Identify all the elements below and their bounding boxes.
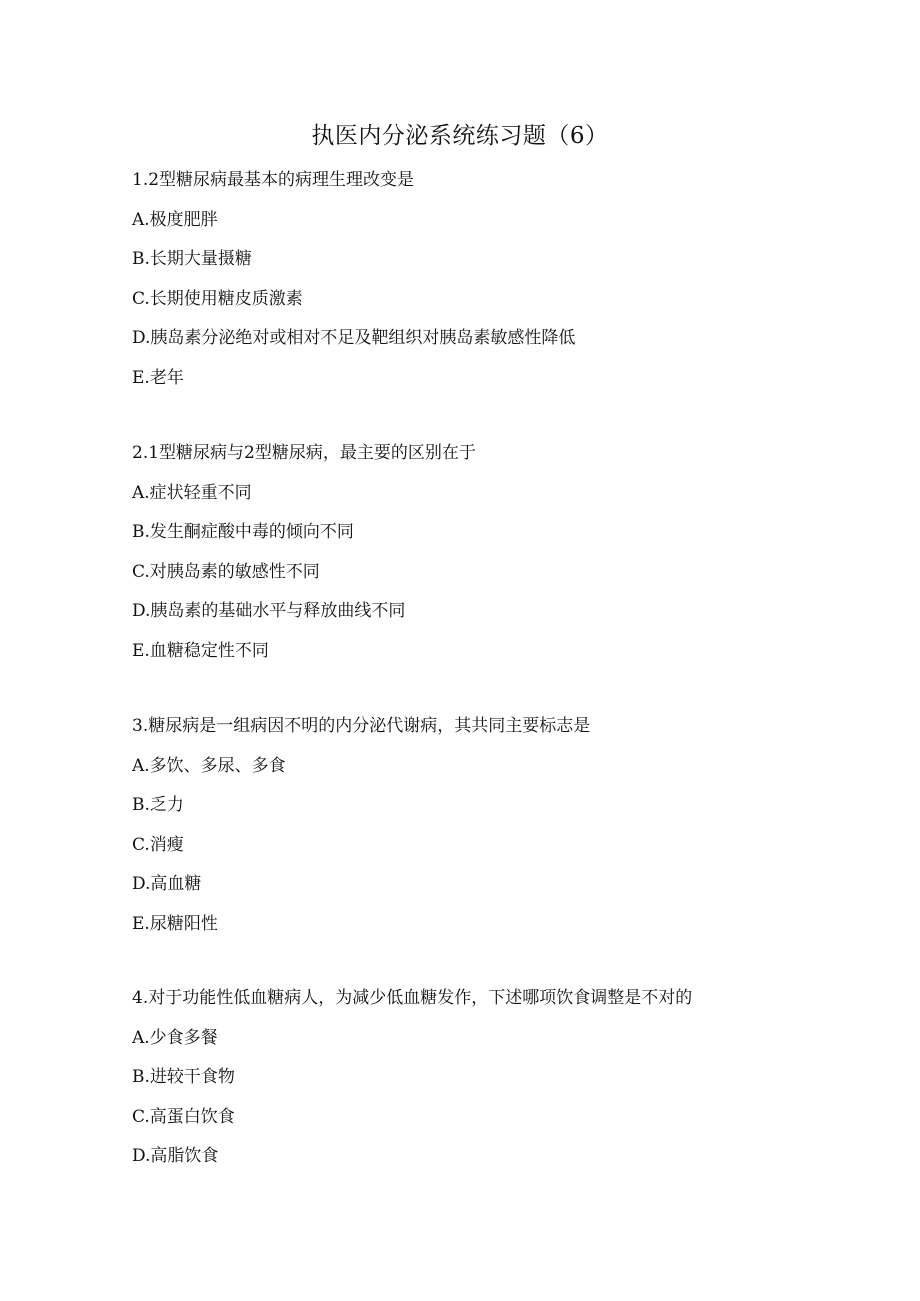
question-stem: 3.糖尿病是一组病因不明的内分泌代谢病，其共同主要标志是 [132,716,591,736]
question-2 [132,441,832,678]
page-title: 执医内分泌系统练习题（6） [311,123,609,149]
option-a: A.多饮、多尿、多食 [132,755,286,776]
option-d: D.胰岛素分泌绝对或相对不足及靶组织对胰岛素敏感性降低 [132,328,576,348]
option-b: B.乏力 [132,795,184,815]
option-d: D.高脂饮食 [132,1146,219,1166]
question-1 [132,168,832,405]
option-c: C.对胰岛素的敏感性不同 [132,561,320,582]
question-stem: 1.2型糖尿病最基本的病理生理改变是 [132,170,415,190]
option-c: C.高蛋白饮食 [132,1106,235,1127]
option-e: E.血糖稳定性不同 [132,640,269,661]
option-c: C.长期使用糖皮质激素 [132,288,303,309]
option-a: A.症状轻重不同 [132,482,252,503]
question-3 [132,714,832,951]
question-stem: 4.对于功能性低血糖病人，为减少低血糖发作，下述哪项饮食调整是不对的 [132,988,693,1008]
question-4 [132,986,832,1184]
option-c: C.消瘦 [132,834,184,855]
option-a: A.少食多餐 [132,1027,218,1048]
question-stem: 2.1型糖尿病与2型糖尿病，最主要的区别在于 [132,443,476,463]
option-b: B.长期大量摄糖 [132,249,252,269]
option-b: B.进较干食物 [132,1067,235,1087]
option-e: E.尿糖阳性 [132,913,218,934]
option-d: D.胰岛素的基础水平与释放曲线不同 [132,601,406,621]
option-e: E.老年 [132,367,184,388]
option-d: D.高血糖 [132,874,202,894]
option-a: A.极度肥胖 [132,209,218,230]
option-b: B.发生酮症酸中毒的倾向不同 [132,522,354,542]
